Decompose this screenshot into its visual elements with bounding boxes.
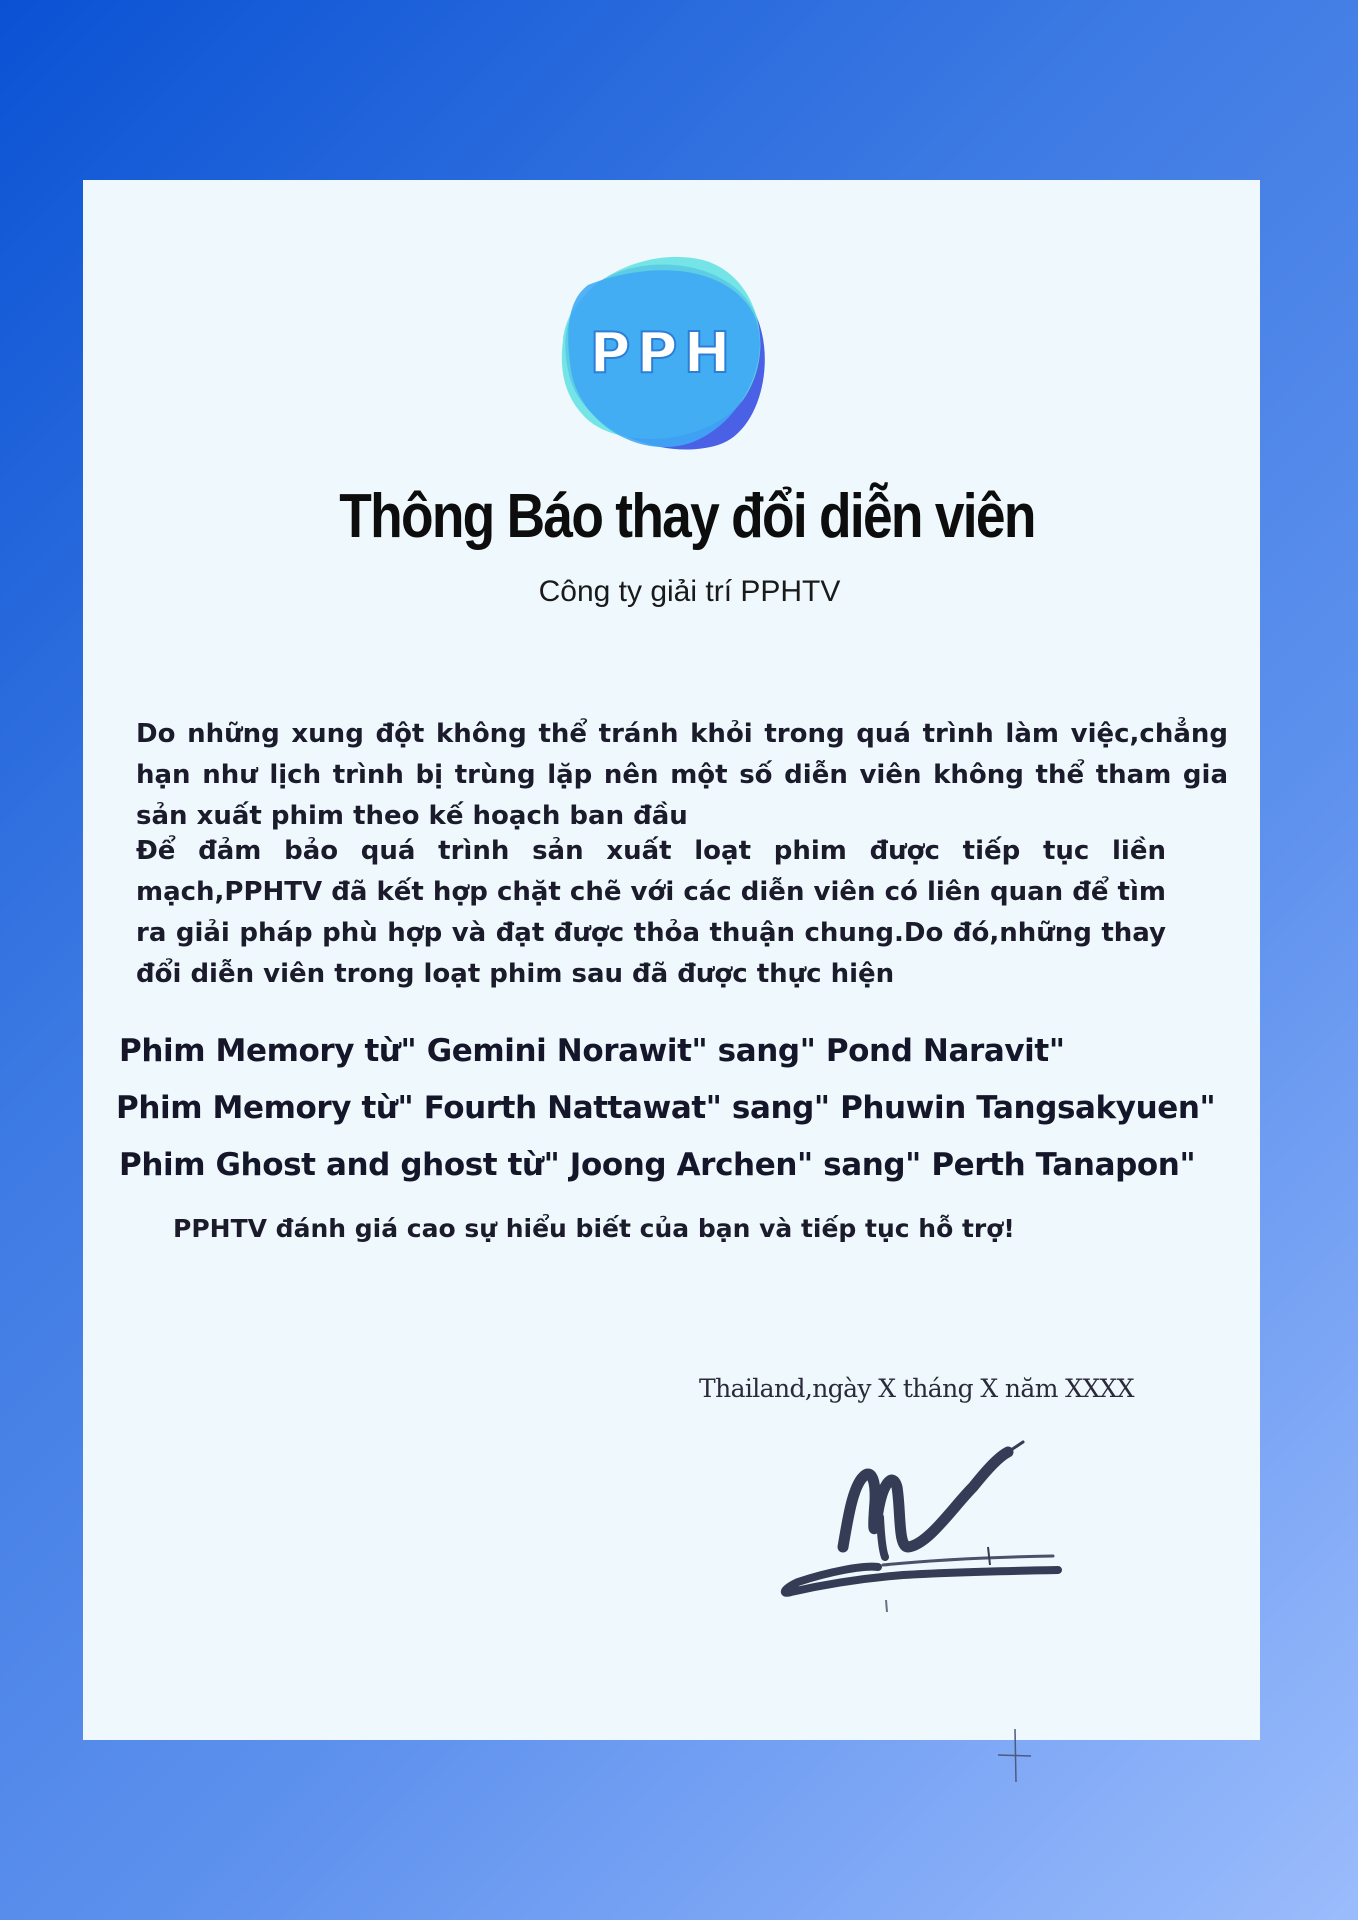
company-logo bbox=[543, 230, 783, 470]
cast-change-item: Phim Ghost and ghost từ" Joong Archen" sang" Perth Tanapon" bbox=[119, 1147, 1196, 1183]
signature-graphic bbox=[773, 1417, 1153, 1617]
company-subtitle: Công ty giải trí PPHTV bbox=[538, 575, 841, 608]
stray-mark bbox=[993, 1724, 1033, 1784]
paragraph-reason: Do những xung đột không thể tránh khỏi trong quá trình làm việc,chẳng hạn như lịch trình bị trùng lặp nên một số diễn viên không thể tham gia sản xuất phim theo kế hoạch ban đầu bbox=[136, 719, 1228, 831]
cast-change-item: Phim Memory từ" Gemini Norawit" sang" Pond Naravit" bbox=[119, 1033, 1065, 1069]
date-line: Thailand,ngày X tháng X năm XXXX bbox=[699, 1374, 1134, 1403]
cast-change-list bbox=[116, 1023, 1239, 1194]
notice-paper bbox=[83, 180, 1260, 1740]
thanks-message: PPHTV đánh giá cao sự hiểu biết của bạn và tiếp tục hỗ trợ! bbox=[173, 1214, 1015, 1243]
signature bbox=[773, 1417, 1153, 1617]
notice-title: Thông Báo thay đổi diễn viên bbox=[339, 482, 1035, 551]
cast-change-item: Phim Memory từ" Fourth Nattawat" sang" Phuwin Tangsakyuen" bbox=[116, 1090, 1216, 1126]
paragraph-resolution: Để đảm bảo quá trình sản xuất loạt phim được tiếp tục liền mạch,PPHTV đã kết hợp chặt chẽ với các diễn viên có liên quan để tìm ra giải pháp phù hợp và đạt được thỏa thuận chung.Do đó,những thay đổi diễn viên trong loạt phim sau đã được thực hiện bbox=[136, 836, 1166, 989]
logo-graphic bbox=[543, 230, 783, 470]
logo-text: PPH bbox=[589, 321, 737, 386]
